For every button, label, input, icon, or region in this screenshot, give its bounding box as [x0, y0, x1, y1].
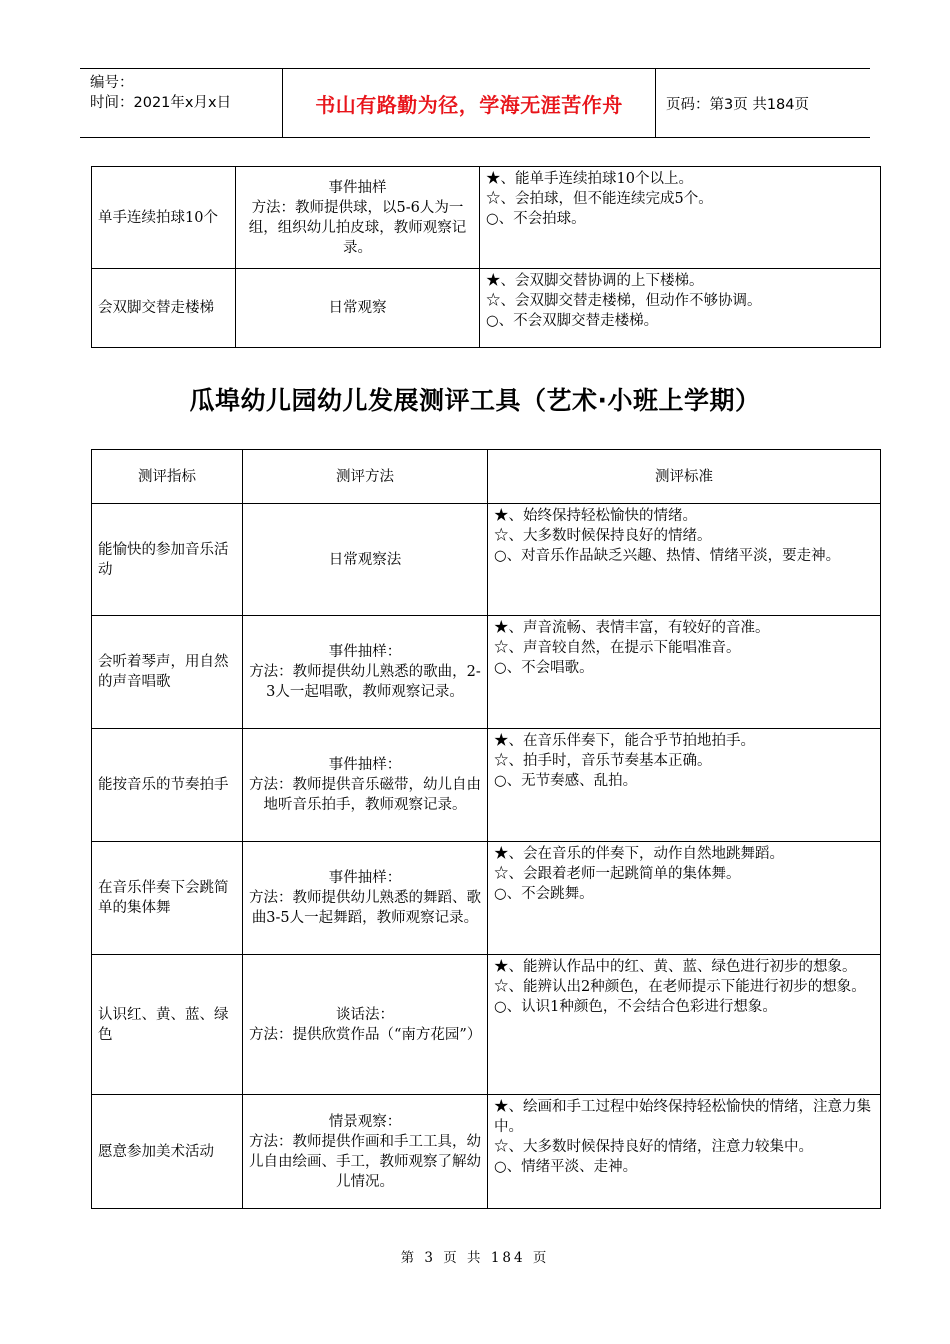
section-title: 瓜埠幼儿园幼儿发展测评工具（艺术·小班上学期） [189, 386, 761, 415]
indicator-cell: 能按音乐的节奏拍手 [92, 729, 243, 842]
standard-line: ★、始终保持轻松愉快的情绪。 [494, 508, 697, 524]
method-line: 事件抽样： [328, 757, 402, 773]
standard-line: ★、能辨认作品中的红、黄、蓝、绿色进行初步的想象。 [494, 959, 857, 975]
page-header [80, 68, 870, 138]
standard-line: ○、认识1种颜色，不会结合色彩进行想象。 [494, 999, 777, 1015]
header-method: 测评方法 [243, 450, 488, 504]
method-line: 方法：教师提供幼儿熟悉的歌曲，2-3人一起唱歌，教师观察记录。 [249, 664, 481, 700]
table-row [92, 269, 881, 348]
standard-cell [488, 955, 881, 1095]
art-assessment-table [91, 449, 881, 1209]
standard-cell [488, 616, 881, 729]
standard-line: ☆、会拍球，但不能连续完成5个。 [486, 191, 713, 207]
method-line: 情景观察： [328, 1113, 402, 1130]
fitness-assessment-table [91, 166, 881, 348]
indicator-cell: 在音乐伴奏下会跳简单的集体舞 [92, 842, 243, 955]
method-cell [243, 955, 488, 1095]
standard-line: ★、能单手连续拍球10个以上。 [486, 171, 693, 187]
method-cell [243, 616, 488, 729]
standard-line: ★、在音乐伴奏下，能合乎节拍地拍手。 [494, 733, 755, 749]
indicator-cell: 愿意参加美术活动 [92, 1095, 243, 1209]
header-page-label: 页码：第3页 共184页 [666, 96, 810, 113]
standard-line: ○、不会跳舞。 [494, 886, 594, 902]
indicator-cell: 单手连续拍球10个 [92, 167, 236, 269]
method-line: 方法：提供欣赏作品（“南方花园”） [249, 1026, 482, 1043]
header-motto: 书山有路勤为径，学海无涯苦作舟 [283, 69, 656, 137]
standard-cell [488, 1095, 881, 1209]
standard-line: ○、对音乐作品缺乏兴趣、热情、情绪平淡，要走神。 [494, 548, 841, 564]
method-line: 方法：教师提供球，以5-6人为一组，组织幼儿拍皮球，教师观察记录。 [248, 199, 467, 256]
time-label: 时间：2021年x月x日 [90, 95, 232, 111]
method-line: 日常观察法 [328, 551, 402, 568]
standard-line: ☆、能辨认出2种颜色，在老师提示下能进行初步的想象。 [494, 979, 866, 995]
standard-line: ☆、会跟着老师一起跳简单的集体舞。 [494, 866, 741, 882]
standard-cell [488, 504, 881, 616]
method-line: 方法：教师提供音乐磁带，幼儿自由地听音乐拍手，教师观察记录。 [249, 777, 481, 813]
table-header-row [92, 450, 881, 504]
standard-line: ★、会在音乐的伴奏下，动作自然地跳舞蹈。 [494, 846, 784, 862]
header-info [80, 69, 283, 137]
table-row [92, 842, 881, 955]
number-label: 编号： [90, 75, 134, 91]
indicator-cell: 会听着琴声，用自然的声音唱歌 [92, 616, 243, 729]
method-cell [243, 1095, 488, 1209]
header-indicator: 测评指标 [92, 450, 243, 504]
indicator-cell: 会双脚交替走楼梯 [92, 269, 236, 348]
method-line: 方法：教师提供作画和手工工具，幼儿自由绘画、手工，教师观察了解幼儿情况。 [249, 1133, 481, 1190]
standard-cell [480, 269, 881, 348]
standard-line: ○、无节奏感、乱拍。 [494, 773, 638, 789]
method-line: 事件抽样 [328, 179, 387, 196]
header-standard: 测评标准 [488, 450, 881, 504]
standard-line: ○、不会拍球。 [486, 211, 586, 227]
standard-line: ☆、会双脚交替走楼梯，但动作不够协调。 [486, 293, 762, 309]
method-cell [243, 729, 488, 842]
standard-line: ★、绘画和手工过程中始终保持轻松愉快的情绪，注意力集中。 [494, 1099, 871, 1135]
table-row [92, 1095, 881, 1209]
standard-line: ★、会双脚交替协调的上下楼梯。 [486, 273, 704, 289]
table-row [92, 504, 881, 616]
method-cell [243, 842, 488, 955]
method-line: 方法：教师提供幼儿熟悉的舞蹈、歌曲3-5人一起舞蹈，教师观察记录。 [249, 890, 481, 926]
indicator-cell: 能愉快的参加音乐活动 [92, 504, 243, 616]
table-row [92, 729, 881, 842]
table-row [92, 955, 881, 1095]
standard-line: ☆、拍手时，音乐节奏基本正确。 [494, 753, 712, 769]
standard-line: ○、不会双脚交替走楼梯。 [486, 313, 659, 329]
standard-line: ☆、声音较自然，在提示下能唱准音。 [494, 640, 741, 656]
method-line: 事件抽样： [328, 644, 402, 660]
standard-cell [488, 729, 881, 842]
standard-line: ○、情绪平淡、走神。 [494, 1159, 638, 1175]
standard-cell [480, 167, 881, 269]
page-footer: 第 3 页 共 184 页 [400, 1250, 550, 1266]
indicator-cell: 认识红、黄、蓝、绿色 [92, 955, 243, 1095]
standard-line: ★、声音流畅、表情丰富，有较好的音准。 [494, 620, 770, 636]
method-cell [243, 504, 488, 616]
method-line: 事件抽样： [328, 870, 402, 886]
standard-line: ☆、大多数时候保持良好的情绪。 [494, 528, 712, 544]
table-row [92, 616, 881, 729]
standard-cell [488, 842, 881, 955]
table-row [92, 167, 881, 269]
method-cell [236, 167, 480, 269]
method-line: 日常观察 [328, 300, 387, 316]
standard-line: ☆、大多数时候保持良好的情绪，注意力较集中。 [494, 1139, 813, 1155]
standard-line: ○、不会唱歌。 [494, 660, 594, 676]
method-line: 谈话法： [336, 1006, 394, 1023]
method-cell [236, 269, 480, 348]
